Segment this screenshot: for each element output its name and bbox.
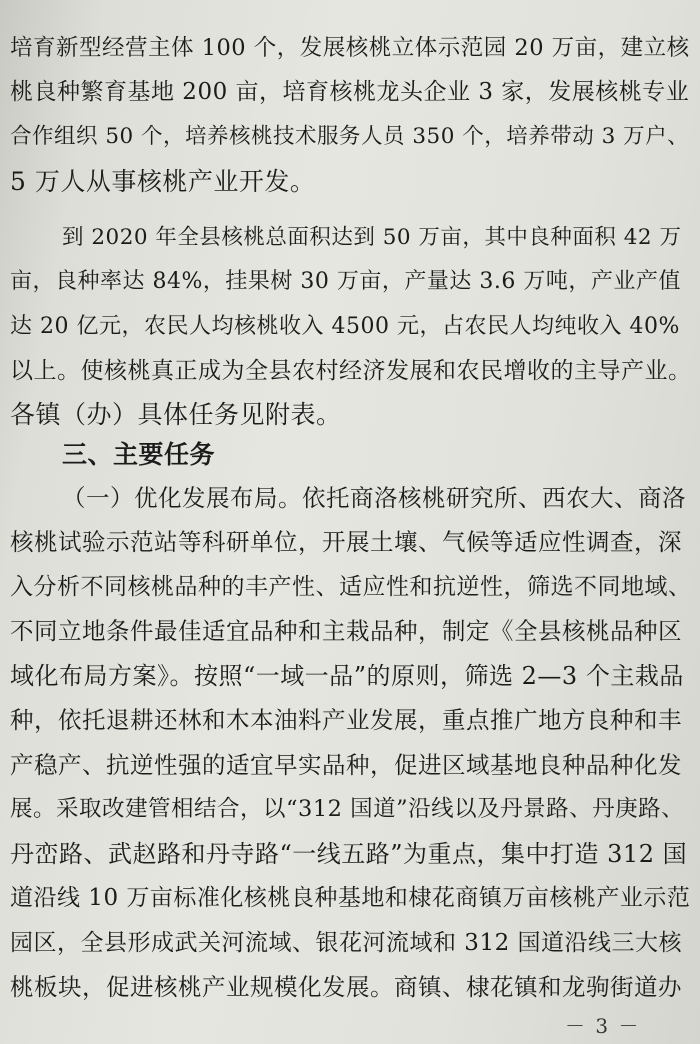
paragraph-3-line-1: （一）优化发展布局。依托商洛核桃研究所、西农大、商洛 <box>62 484 686 512</box>
section-heading: 三、主要任务 <box>62 440 216 469</box>
paragraph-1-line-4: 5 万人从事核桃产业开发。 <box>10 167 316 196</box>
paragraph-3-line-7: 产稳产、抗逆性强的适宜早实品种，促进区域基地良种品种化发 <box>10 751 682 779</box>
paragraph-2-line-1: 到 2020 年全县核桃总面积达到 50 万亩，其中良种面积 42 万 <box>62 225 682 250</box>
paragraph-3-line-3: 入分析不同核桃品种的丰产性、适应性和抗逆性，筛选不同地域、 <box>10 574 692 600</box>
paragraph-1-line-1: 培育新型经营主体 100 个，发展核桃立体示范园 20 万亩，建立核 <box>10 35 690 61</box>
paragraph-3-line-8: 展。采取改建管相结合，以“312 国道”沿线以及丹景路、丹庚路、 <box>10 796 685 822</box>
paragraph-3-line-6: 种，依托退耕还林和木本油料产业发展，重点推广地方良种和丰 <box>10 706 682 734</box>
paragraph-3-line-10: 道沿线 10 万亩标准化核桃良种基地和棣花商镇万亩核桃产业示范 <box>10 885 691 911</box>
paragraph-3-line-11: 园区，全县形成武关河流域、银花河流域和 312 国道沿线三大核 <box>10 930 683 956</box>
paragraph-2-line-2: 亩，良种率达 84%，挂果树 30 万亩，产量达 3.6 万吨，产业产值 <box>10 269 681 294</box>
paragraph-3-line-12: 桃板块，促进核桃产业规模化发展。商镇、棣花镇和龙驹街道办 <box>10 973 682 1001</box>
paragraph-3-line-2: 核桃试验示范站等科研单位，开展土壤、气候等适应性调查，深 <box>10 528 682 556</box>
paragraph-1-line-3: 合作组织 50 个，培养核桃技术服务人员 350 个，培养带动 3 万户、 <box>10 124 690 149</box>
paragraph-2-line-3: 达 20 亿元，农民人均核桃收入 4500 元，占农民人均纯收入 40% <box>10 314 680 339</box>
page-number: － 3 － <box>565 1014 641 1038</box>
paragraph-2-line-5: 各镇（办）具体任务见附表。 <box>10 400 342 429</box>
paragraph-3-line-9: 丹峦路、武赵路和丹寺路“一线五路”为重点，集中打造 312 国 <box>10 840 688 868</box>
paragraph-2-line-4: 以上。使核桃真正成为全县农村经济发展和农民增收的主导产业。 <box>10 358 692 384</box>
paragraph-1-line-2: 桃良种繁育基地 200 亩，培育核桃龙头企业 3 家，发展核桃专业 <box>10 79 690 105</box>
paragraph-3-line-5: 域化布局方案》。按照“一域一品”的原则，筛选 2—3 个主栽品 <box>10 662 684 690</box>
paragraph-3-line-4: 不同立地条件最佳适宜品种和主栽品种，制定《全县核桃品种区 <box>10 617 682 645</box>
